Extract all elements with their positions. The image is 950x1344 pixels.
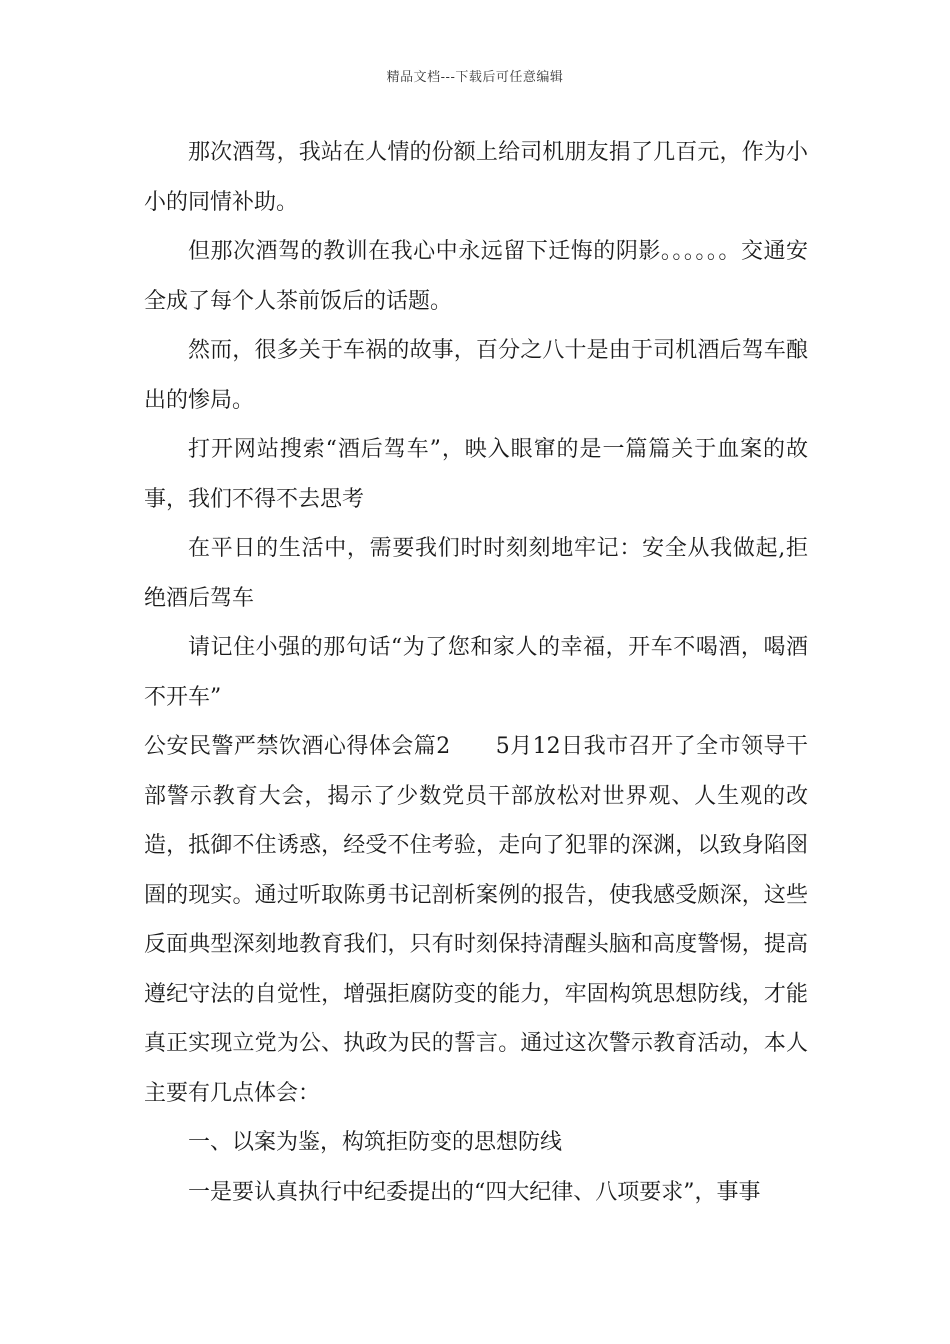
paragraph: 一是要认真执行中纪委提出的“四大纪律、八项要求”，事事 [188,1179,761,1205]
paragraph: 那次酒驾，我站在人情的份额上给司机朋友捐了几百元，作为小小的同情补助。 [144,140,808,215]
paragraph: 但那次酒驾的教训在我心中永远留下迁悔的阴影。。。。。。交通安全成了每个人茶前饭后的话题。 [144,239,808,314]
paragraph-section-heading: 公安民警严禁饮酒心得体会篇2 5月12日我市召开了全市领导干部警示教育大会，揭示了少数党员干部放松对世界观、人生观的改造，抵御不住诱惑，经受不住考验，走向了犯罪的深渊，以致身陷囹圄的现实。通过听取陈勇书记剖析案例的报告，使我感受颇深，这些反面典型深刻地教育我们，只有时刻保持清醒头脑和高度警惕，提高遵纪守法的自觉性，增强拒腐防变的能力，牢固构筑思想防线，才能真正实现立党为公、执政为民的誓言。通过这次警示教育活动，本人主要有几点体会： [144,734,808,1106]
paragraph: 请记住小强的那句话“为了您和家人的幸福，开车不喝酒，喝酒不开车” [144,635,808,710]
paragraph: 打开网站搜索“酒后驾车”，映入眼窜的是一篇篇关于血案的故事，我们不得不去思考 [144,437,808,512]
paragraph: 一、以案为鉴，构筑拒防变的思想防线 [188,1130,563,1155]
paragraph: 然而，很多关于车祸的故事，百分之八十是由于司机酒后驾车酿出的惨局。 [144,338,808,413]
page-header: 精品文档---下载后可任意编辑 [386,70,564,85]
paragraph: 在平日的生活中，需要我们时时刻刻地牢记：安全从我做起,拒绝酒后驾车 [144,536,808,611]
document-body [144,128,808,1217]
